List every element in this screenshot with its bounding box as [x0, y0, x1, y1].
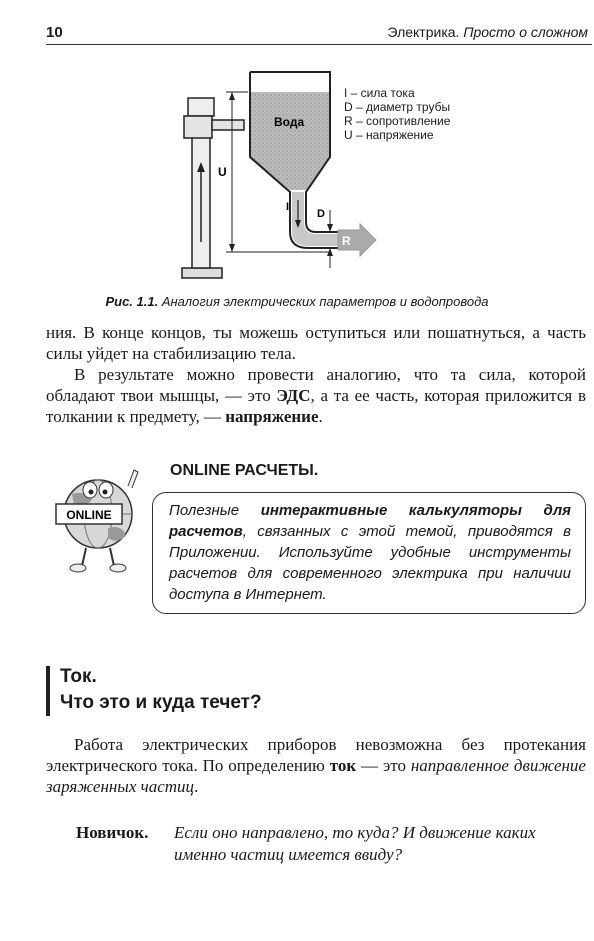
p2-text: В результате можно провести аналогию, что та сила, которой обладают твои мышцы, — это	[46, 365, 586, 405]
running-title-italic: Просто о сложном	[463, 24, 588, 40]
dialog-question: Если оно направлено, то куда? И движение каких именно частиц имеется ввиду?	[174, 823, 536, 864]
online-textbox	[152, 492, 586, 614]
p2-text: .	[318, 407, 323, 426]
caption-text: Аналогия электрических параметров и водопровода	[161, 294, 489, 309]
online-callout	[52, 462, 592, 622]
dialog-speaker: Новичок.	[76, 823, 149, 842]
running-title-plain: Электрика.	[387, 24, 460, 40]
paragraph-3	[46, 734, 586, 797]
running-title	[387, 24, 588, 40]
legend-item: D – диаметр трубы	[344, 100, 451, 114]
column-top	[188, 98, 214, 116]
running-header	[46, 22, 592, 45]
online-title: ONLINE РАСЧЕТЫ.	[170, 462, 319, 479]
label-D: D	[317, 208, 325, 220]
page-number: 10	[46, 24, 63, 41]
legend-item: I – сила тока	[344, 86, 415, 100]
legend-item: U – напряжение	[344, 128, 434, 142]
clamp	[184, 116, 212, 138]
section-title-line: Ток.	[60, 666, 97, 687]
online-text: Полезные	[169, 502, 261, 519]
paragraph-1: ния. В конце концов, ты можешь оступиться или пошатнуться, а часть силы уйдет на стабилизацию тела.	[46, 323, 586, 363]
label-R: R	[342, 234, 351, 248]
definition: направленное движение заряженных частиц	[46, 756, 586, 796]
figure-caption	[0, 294, 594, 309]
globe-mascot-icon	[52, 464, 144, 576]
online-sign: ONLINE	[66, 508, 112, 522]
p2-text: , а та ее часть, которая приложится в толкании к предмету, —	[46, 386, 586, 426]
clamp-arm	[212, 120, 244, 130]
term-voltage: напряжение	[225, 407, 319, 426]
p3-text: Работа электрических приборов невозможна без протекания электрического тока. По определению	[46, 735, 586, 775]
label-U: U	[218, 165, 227, 179]
online-highlight: интерактивные калькуляторы для расчетов	[169, 502, 571, 540]
term-current: ток	[329, 756, 357, 775]
caption-number: Рис. 1.1.	[105, 294, 159, 309]
term-emf: ЭДС	[276, 386, 311, 405]
section-bar	[46, 666, 50, 716]
paragraph-2	[46, 364, 586, 427]
p3-text: — это	[356, 756, 411, 775]
label-I: I	[286, 201, 290, 213]
online-text: , связанных с этой темой, приводятся в Приложении. Используйте удобные инструменты расчетов для современного электрика при наличии доступа в Интернет.	[169, 523, 571, 603]
p3-text: .	[194, 777, 199, 796]
tank-label: Вода	[274, 115, 305, 129]
legend-item: R – сопротивление	[344, 114, 451, 128]
column-base	[182, 268, 222, 278]
section-title	[60, 664, 262, 716]
figure-legend	[344, 86, 450, 142]
section-title-line: Что это и куда течет?	[60, 692, 262, 713]
